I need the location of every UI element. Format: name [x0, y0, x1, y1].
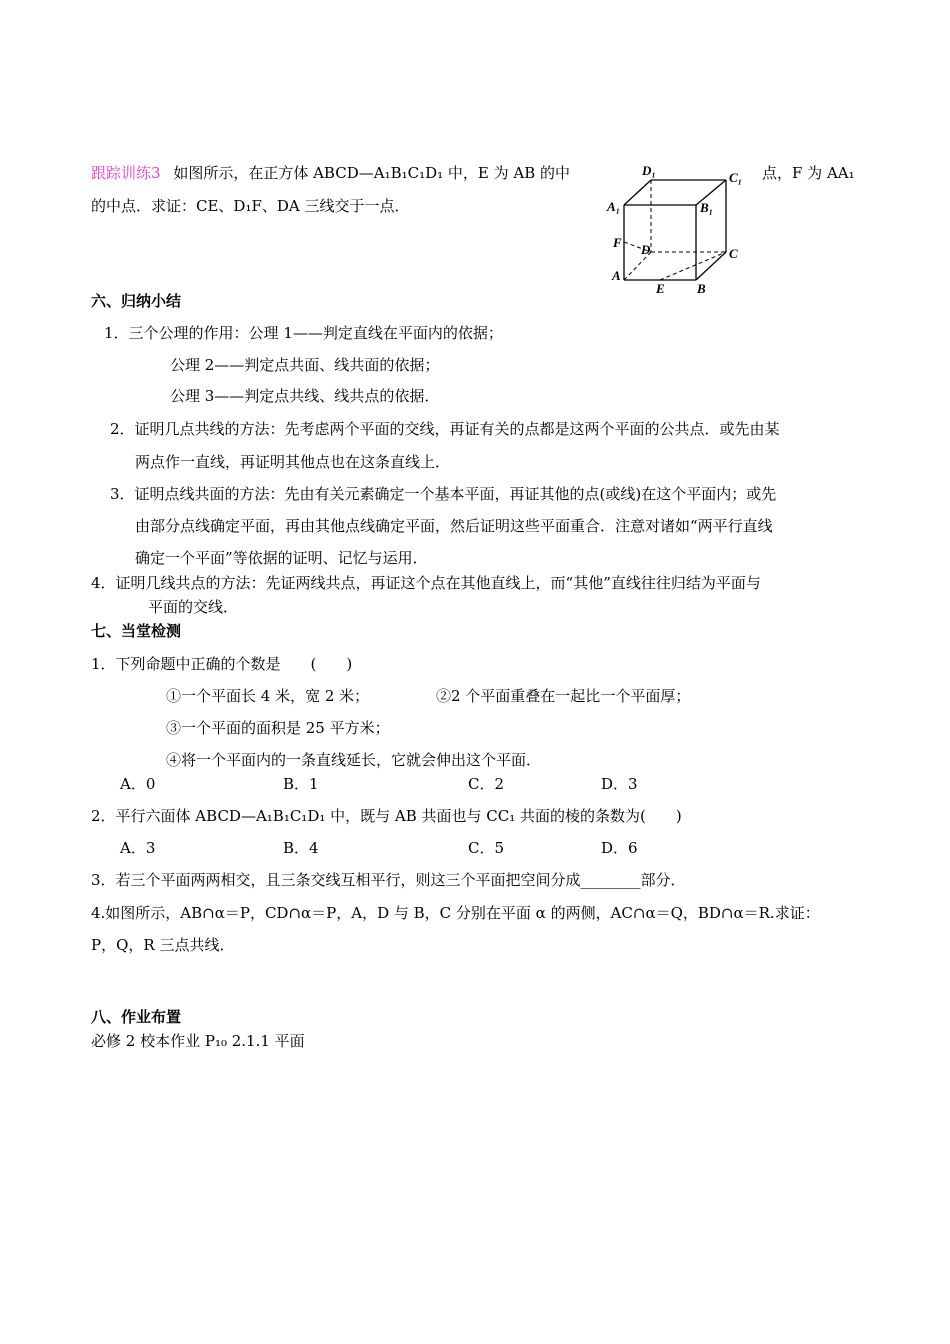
label-B1: B₁ [700, 200, 714, 215]
label-E: E [656, 281, 665, 295]
label-A1: A₁ [607, 199, 621, 214]
q2-option-b: B．4 [283, 839, 319, 857]
q1-statement-4: ④将一个平面内的一条直线延长，它就会伸出这个平面． [166, 751, 542, 769]
summary-item-4b: 平面的交线． [148, 598, 239, 616]
label-D: D [641, 242, 651, 257]
q1-statement-3: ③一个平面的面积是 25 平方米； [166, 719, 390, 737]
q2-option-c: C．5 [468, 839, 505, 857]
label-C1: C₁ [729, 170, 743, 185]
q3: 3．若三个平面两两相交，且三条交线互相平行，则这三个平面把空间分成________部分． [91, 871, 686, 889]
q4-line-1: 4.如图所示，AB∩α＝P，CD∩α＝P，A，D 与 B，C 分别在平面 α 的两侧，AC∩α＝Q，BD∩α＝R.求证： [91, 904, 820, 922]
summary-item-3c: 确定一个平面”等依据的证明、记忆与运用． [135, 549, 428, 567]
exercise-text-1: 如图所示，在正方体 ABCD—A₁B₁C₁D₁ 中，E 为 AB 的中 [173, 164, 571, 182]
exercise-label: 跟踪训练3 [91, 164, 161, 182]
exercise-line-2: 的中点．求证：CE、D₁F、DA 三线交于一点． [91, 197, 410, 215]
q1-statement-2: ②2 个平面重叠在一起比一个平面厚； [436, 687, 691, 705]
summary-item-2b: 两点作一直线，再证明其他点也在这条直线上． [135, 453, 451, 471]
q4-line-2: P，Q，R 三点共线． [91, 936, 235, 954]
cube-figure [604, 160, 754, 295]
summary-item-1: 1．三个公理的作用：公理 1——判定直线在平面内的依据； [104, 324, 503, 342]
section-8-heading: 八、作业布置 [91, 1008, 182, 1026]
section-7-heading: 七、当堂检测 [91, 622, 182, 640]
exercise-line-1 [91, 163, 570, 183]
label-C: C [729, 246, 738, 261]
label-F: F [613, 235, 622, 250]
q1-option-a: A．0 [120, 775, 156, 793]
q1-option-c: C．2 [468, 775, 505, 793]
exercise-line-1-right: 点，F 为 AA₁ [762, 164, 855, 182]
summary-item-4: 4．证明几线共点的方法：先证两线共点，再证这个点在其他直线上，而“其他”直线往往归结为平面与 [91, 574, 761, 592]
summary-item-1c: 公理 3——判定点共线、线共点的依据． [170, 387, 440, 405]
q2-option-d: D．6 [601, 839, 638, 857]
summary-item-3b: 由部分点线确定平面，再由其他点线确定平面，然后证明这些平面重合．注意对诸如“两平行直线 [135, 517, 773, 535]
section-6-heading: 六、归纳小结 [91, 292, 182, 310]
q1-stem: 1．下列命题中正确的个数是 ( ) [91, 655, 353, 673]
homework-text: 必修 2 校本作业 P₁₀ 2.1.1 平面 [91, 1032, 305, 1050]
summary-item-1b: 公理 2——判定点共面、线共面的依据； [170, 356, 440, 374]
label-B: B [697, 281, 706, 295]
q1-option-d: D．3 [601, 775, 638, 793]
label-D1: D₁ [642, 163, 656, 178]
q2-stem: 2．平行六面体 ABCD—A₁B₁C₁D₁ 中，既与 AB 共面也与 CC₁ 共面的棱的条数为( ) [91, 807, 682, 825]
q2-option-a: A．3 [120, 839, 156, 857]
summary-item-2: 2．证明几点共线的方法：先考虑两个平面的交线，再证有关的点都是这两个平面的公共点．或先由某 [110, 420, 780, 438]
summary-item-3: 3．证明点线共面的方法：先由有关元素确定一个基本平面，再证其他的点(或线)在这个平面内；或先 [110, 485, 777, 503]
q1-option-b: B．1 [283, 775, 319, 793]
q1-statement-1: ①一个平面长 4 米，宽 2 米； [166, 687, 370, 705]
label-A: A [612, 268, 621, 283]
